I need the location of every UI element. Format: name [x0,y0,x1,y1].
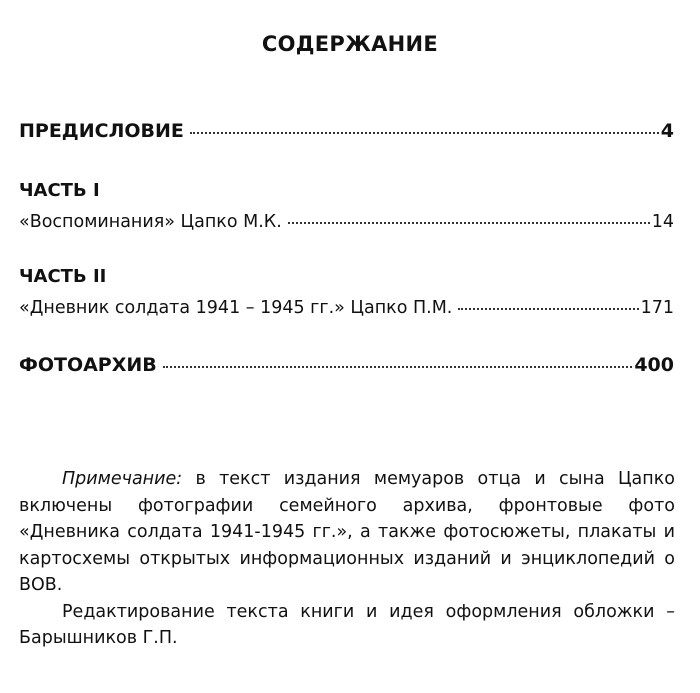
dot-leader [190,131,659,134]
note-paragraph [19,466,675,599]
dot-leader [288,221,650,224]
dot-leader [163,365,633,368]
toc-entry-preface[interactable] [19,120,674,142]
toc-page-number: 4 [660,120,674,142]
page-title: СОДЕРЖАНИЕ [261,32,439,56]
toc-entry-label: ПРЕДИСЛОВИЕ [19,120,184,142]
toc-entry-label: «Дневник солдата 1941 – 1945 гг.» Цапко П.М. [19,298,453,318]
toc-entry-part-2[interactable] [19,298,674,318]
toc-entry-photoarchive[interactable] [19,354,674,376]
toc-entry-label: ФОТОАРХИВ [19,354,157,376]
note-block [19,466,675,652]
toc-entry-label: «Воспоминания» Цапко М.К. [19,212,282,232]
toc-page-number: 400 [634,354,674,376]
toc-page-number: 171 [640,298,674,318]
dot-leader [458,307,638,310]
part-1-heading: ЧАСТЬ I [19,180,100,201]
part-2-heading: ЧАСТЬ II [19,266,107,287]
note-text: в текст издания мемуаров отца и сына Цапко включены фотографии семейного архива, фронтовые фото «Дневника солдата 1941-1945 гг.», а также фотосюжеты, плакаты и картосхемы открытых информационных изданий и энциклопедий о ВОВ. [19,469,675,595]
note-lead: Примечание: [62,469,183,489]
toc-entry-part-1[interactable] [19,212,674,232]
toc-page-number: 14 [651,212,674,232]
editing-credit: Редактирование текста книги и идея оформления обложки – Барышников Г.П. [19,601,675,648]
